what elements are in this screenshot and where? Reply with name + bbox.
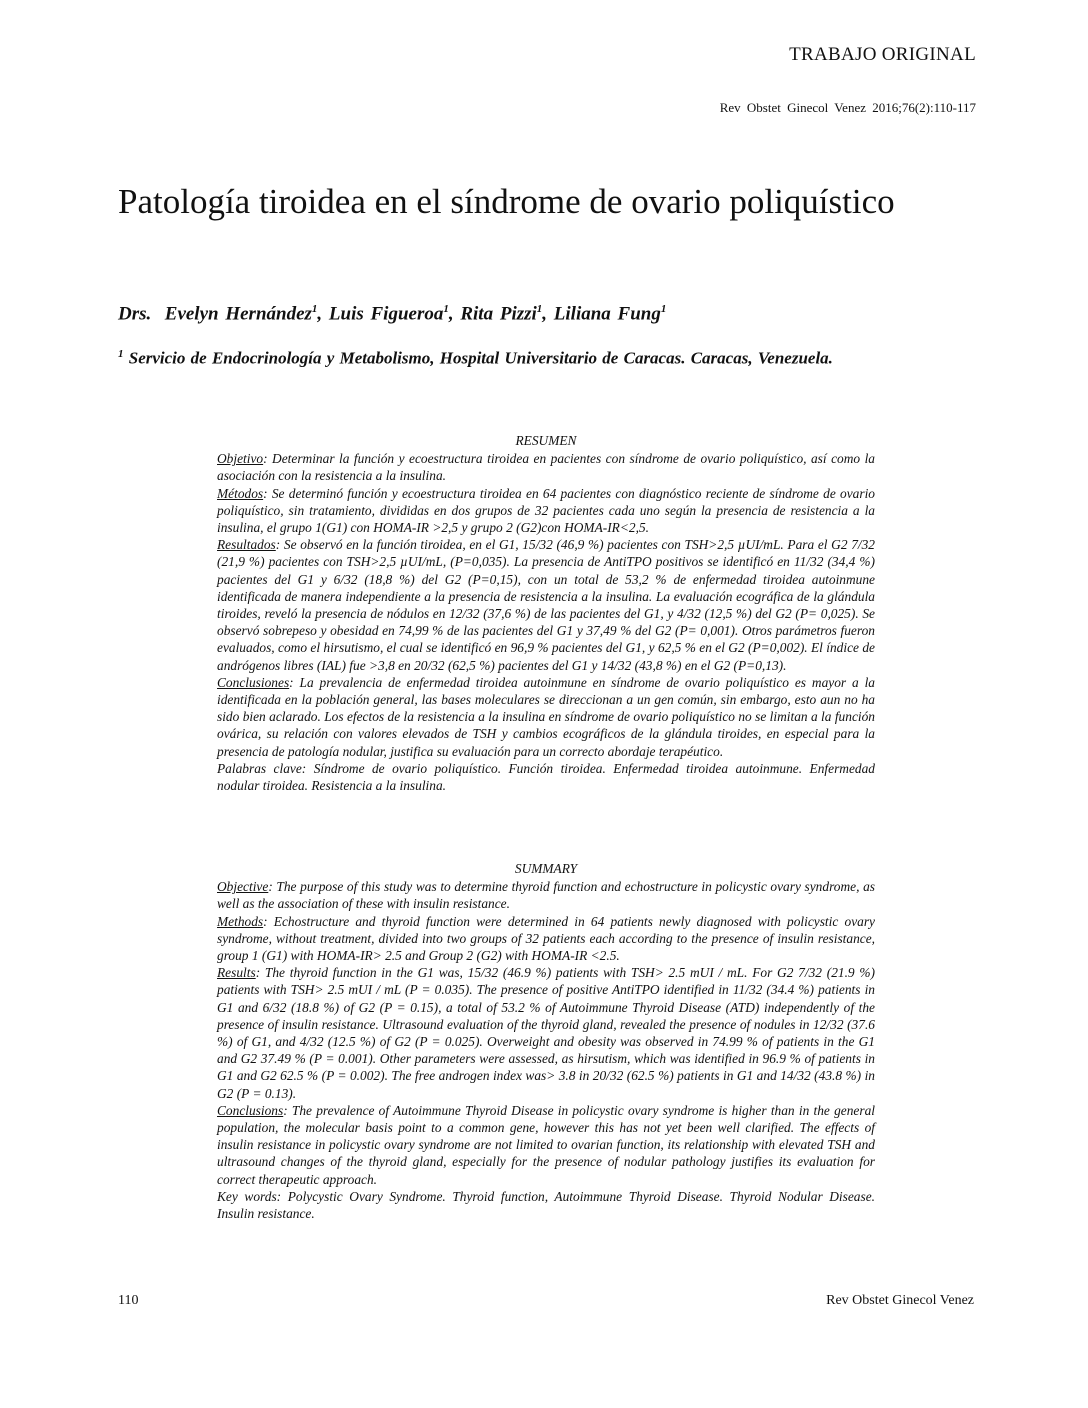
section-label: TRABAJO ORIGINAL	[789, 44, 976, 65]
summary-keywords: Key words: Polycystic Ovary Syndrome. Thyroid function, Autoimmune Thyroid Disease. Thyroid Nodular Disease. Insulin resistance.	[217, 1188, 875, 1222]
resumen-objetivo	[217, 450, 875, 484]
affiliation-mark: 1	[660, 303, 667, 315]
footer-journal: Rev Obstet Ginecol Venez	[826, 1293, 974, 1308]
objetivo-text: : Determinar la función y ecoestructura tiroidea en pacientes con síndrome de ovario poliquístico, así como la asociación con la resistencia a la insulina.	[217, 451, 875, 484]
resumen-conclusiones	[217, 674, 875, 760]
page-number: 110	[118, 1293, 139, 1308]
affiliation	[118, 348, 978, 369]
article-title: Patología tiroidea en el síndrome de ovario poliquístico	[118, 182, 895, 221]
conclusiones-text: : La prevalencia de enfermedad tiroidea autoinmune en síndrome de ovario poliquístico es mayor a la identificada en la población general, las bases moleculares se direccionan a un gen común, sin embargo, esto aun no ha sido bien aclarado. Los efectos de la resistencia a la insulina en síndrome de ovario poliquístico no se limitan a la función ovárica, su relación con valores elevados de TSH y cambios ecográficos de la glándula tiroides, en especial para la presencia de patología nodular, justifica su evaluación para un correcto abordaje terapéutico.	[217, 674, 875, 759]
objetivo-label: Objetivo	[217, 451, 264, 467]
metodos-text: : Se determinó función y ecoestructura tiroidea en 64 pacientes con diagnóstico reciente de síndrome de ovario poliquístico, sin tratamiento, divididas en dos grupos de 32 pacientes cada uno según la presencia de resistencia a la insulina, el grupo 1(G1) con HOMA-IR >2,5 y grupo 2 (G2)con HOMA-IR<2,5.	[217, 485, 875, 536]
affiliation-mark: 1	[118, 348, 124, 360]
author-name: Rita Pizzi	[460, 303, 537, 325]
resumen-keywords: Palabras clave: Síndrome de ovario poliquístico. Función tiroidea. Enfermedad tiroidea autoinmune. Enfermedad nodular tiroidea. Resistencia a la insulina.	[217, 760, 875, 794]
resumen-block	[217, 432, 875, 794]
affiliation-mark: 1	[536, 303, 543, 315]
conclusions-text: : The prevalence of Autoimmune Thyroid Disease in policystic ovary syndrome is higher than in the general population, the molecular basis point to a common gene, however this has not yet been well clarified. The effects of insulin resistance in policystic ovary syndrome are not limited to ovarian function, its relationship with elevated TSH and ultrasound changes of the thyroid gland, especially for the presence of nodular pathology justifies its evaluation for correct therapeutic approach.	[217, 1102, 875, 1187]
resumen-heading: RESUMEN	[515, 433, 577, 448]
metodos-label: Métodos	[217, 485, 264, 501]
resultados-text: : Se observó en la función tiroidea, en el G1, 15/32 (46,9 %) pacientes con TSH>2,5 µUI/mL. Para el G2 7/32 (21,9 %) pacientes con TSH>2,5 µUI/mL, (P=0,035). La presencia de AntiTPO positivos se identificó en 11/32 (34,4 %) pacientes del G1 y 6/32 (18,8 %) del G2 (P=0,15), con un total de 53,2 % de enfermedad tiroidea autoinmune identificada de manera independiente a la presencia de resistencia a la insulina. La evaluación ecográfica de la glándula tiroides, reveló la presencia de nódulos en 12/32 (37,6 %) de las pacientes del G1, y 4/32 (12,5 %) del G2 (P= 0,025). Se observó sobrepeso y obesidad en 74,99 % de las pacientes del G1 y 37,49 % del G2 (P= 0,001). Otros parámetros fueron evaluados, como el hirsutismo, el cual se identificó en 96,9 % pacientes del G1, y 62,5 % en el G2 (P=0,002). El índice de andrógenos libres (IAL) fue >3,8 en 20/32 (62,5 %) pacientes del G1 y 14/32 (43,8 %) en el G2 (P=0,13).	[217, 537, 875, 673]
methods-text: : Echostructure and thyroid function were determined in 64 patients newly diagnosed with policystic ovary syndrome, without treatment, divided into two groups of 32 patients each according to the presence of insulin resistance, group 1 (G1) with HOMA-IR> 2.5 and Group 2 (G2) with HOMA-IR <2.5.	[217, 913, 875, 964]
author-prefix: Drs.	[118, 303, 152, 325]
affiliation-text: Servicio de Endocrinología y Metabolismo, Hospital Universitario de Caracas. Caracas, Venezuela.	[128, 348, 833, 368]
resumen-metodos	[217, 485, 875, 537]
author-list: Drs. Evelyn Hernández$^1$, Luis Figueroa$^1$, Rita Pizzi$^1$, Liliana Fung$^1$	[118, 303, 667, 325]
results-label: Results	[217, 965, 256, 981]
summary-methods	[217, 913, 875, 965]
author-name: Liliana Fung	[553, 303, 661, 325]
summary-block	[217, 860, 875, 1222]
conclusiones-label: Conclusiones	[217, 674, 290, 690]
journal-citation: Rev Obstet Ginecol Venez 2016;76(2):110-117	[719, 100, 976, 115]
objective-label: Objective	[217, 879, 269, 895]
affiliation-mark: 1	[443, 303, 449, 315]
summary-heading: SUMMARY	[514, 861, 578, 876]
resumen-resultados	[217, 536, 875, 674]
author-name: Luis Figueroa	[328, 303, 444, 325]
methods-label: Methods	[217, 913, 264, 929]
summary-objective	[217, 878, 875, 912]
conclusions-label: Conclusions	[217, 1102, 284, 1118]
author-name: Evelyn Hernández	[164, 303, 312, 325]
summary-conclusions	[217, 1102, 875, 1188]
summary-results	[217, 964, 875, 1102]
objective-text: : The purpose of this study was to determine thyroid function and echostructure in policystic ovary syndrome, as well as the association of these with insulin resistance.	[217, 879, 875, 912]
affiliation-mark: 1	[311, 303, 318, 315]
results-text: : The thyroid function in the G1 was, 15/32 (46.9 %) patients with TSH> 2.5 mUI / mL. For G2 7/32 (21.9 %) patients with TSH> 2.5 mUI / mL (P = 0.035). The presence of positive AntiTPO identified in 11/32 (34.4 %) patients in G1 and 6/32 (18.8 %) of G2 (P = 0.15), a total of 53.2 % of Autoimmune Thyroid Disease (ATD) independently of the presence of insulin resistance. Ultrasound evaluation of the thyroid gland, revealed the presence of nodules in 12/32 (37.6 %) of G1, and 4/32 (12.5 %) of G2 (P = 0.025). Overweight and obesity was observed in 74.99 % of patients in the G1 and G2 37.49 % (P = 0.001). Other parameters were assessed, as hirsutism, which was identified in 96.9 % of patients in G1 and G2 62.5 % (P = 0.002). The free androgen index was> 3.8 in 20/32 (62.5 %) patients in G1 and 14/32 (43.8 %) in G2 (P = 0.13).	[217, 965, 875, 1101]
resultados-label: Resultados	[217, 537, 276, 553]
